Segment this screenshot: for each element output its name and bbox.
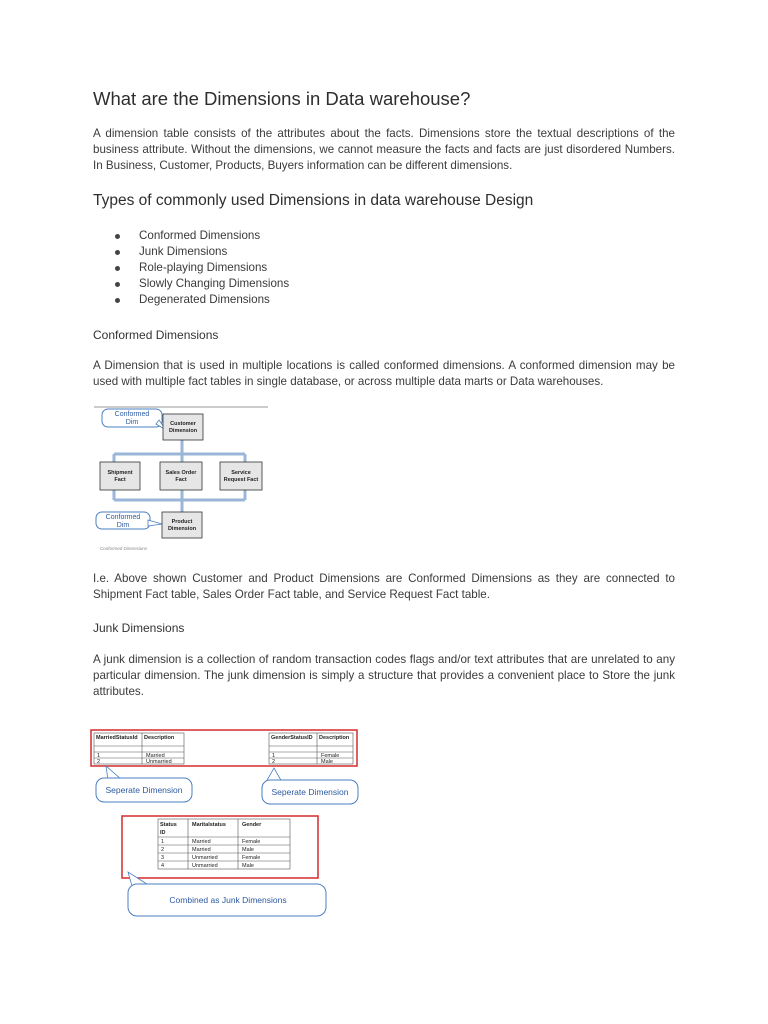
junk-heading: Junk Dimensions [93, 621, 185, 635]
svg-text:ID: ID [160, 830, 166, 836]
svg-text:2: 2 [97, 759, 101, 765]
svg-text:Dim: Dim [125, 419, 139, 426]
product-dimension-box [162, 512, 202, 538]
conformed-paragraph: A Dimension that is used in multiple locations is called conformed dimensions. A conformed dimension may be used with multiple fact tables in single database, or across multiple data marts or Data warehouses. [93, 359, 675, 388]
types-heading: Types of commonly used Dimensions in data warehouse Design [93, 192, 534, 209]
svg-text:Female: Female [242, 855, 261, 861]
svg-text:Dimension: Dimension [168, 428, 198, 434]
figure-caption: Conformed Dimensions [100, 546, 148, 551]
shipment-fact-box [100, 462, 140, 490]
svg-text:Service: Service [231, 470, 251, 476]
bullet-icon [115, 250, 120, 255]
svg-text:MarriedStatusId: MarriedStatusId [96, 735, 138, 741]
junk-paragraph: A junk dimension is a collection of random transaction codes flags and/or text attributes that are unrelated to any particular dimension. The junk dimension is simply a structure that provides a convenient place to Store the junk attributes. [93, 653, 675, 698]
list-item: Junk Dimensions [93, 244, 289, 260]
svg-text:Dim: Dim [116, 522, 130, 529]
bullet-icon [115, 282, 120, 287]
list-item: Slowly Changing Dimensions [93, 276, 289, 292]
svg-text:Fact: Fact [175, 477, 187, 483]
separate-dimension-callout-left [96, 766, 192, 802]
svg-text:Seperate Dimension: Seperate Dimension [271, 787, 349, 797]
svg-text:1: 1 [272, 753, 276, 759]
service-request-fact-box [220, 462, 262, 490]
types-list [93, 228, 289, 308]
bullet-icon [115, 298, 120, 303]
junk-dimensions-diagram [88, 726, 368, 922]
svg-text:Conformed: Conformed [114, 411, 150, 418]
svg-text:Unmarried: Unmarried [192, 855, 218, 861]
svg-text:2: 2 [161, 847, 165, 853]
svg-text:Conformed: Conformed [105, 514, 141, 521]
svg-text:Sales Order: Sales Order [165, 470, 197, 476]
svg-text:Unmarried: Unmarried [146, 759, 172, 765]
svg-text:4: 4 [161, 863, 165, 869]
svg-text:Dimension: Dimension [167, 526, 197, 532]
bullet-icon [115, 234, 120, 239]
svg-text:3: 3 [161, 855, 165, 861]
conformed-after-paragraph: I.e. Above shown Customer and Product Dimensions are Conformed Dimensions as they are connected to Shipment Fact table, Sales Order Fact table, and Service Request Fact table. [93, 572, 675, 601]
svg-text:Seperate Dimension: Seperate Dimension [105, 785, 183, 795]
list-item: Degenerated Dimensions [93, 292, 289, 308]
svg-text:Married: Married [146, 753, 165, 759]
svg-text:Married: Married [192, 847, 211, 853]
conformed-dimensions-diagram [90, 402, 272, 554]
svg-text:Married: Married [192, 839, 211, 845]
svg-text:1: 1 [97, 753, 101, 759]
svg-text:GenderStatusID: GenderStatusID [271, 735, 313, 741]
svg-text:2: 2 [272, 759, 276, 765]
list-item: Role-playing Dimensions [93, 260, 289, 276]
svg-text:Maritalstatus: Maritalstatus [192, 822, 226, 828]
conformed-callout-top [102, 409, 166, 430]
svg-text:Unmarried: Unmarried [192, 863, 218, 869]
svg-text:Female: Female [242, 839, 261, 845]
separate-dimension-callout-right [262, 768, 358, 804]
conformed-heading: Conformed Dimensions [93, 328, 219, 342]
svg-text:Fact: Fact [114, 477, 126, 483]
svg-text:Status: Status [160, 822, 177, 828]
sales-order-fact-box [160, 462, 202, 490]
svg-text:Description: Description [144, 735, 175, 741]
svg-text:Combined as Junk Dimensions: Combined as Junk Dimensions [169, 895, 287, 905]
svg-text:Male: Male [321, 759, 333, 765]
svg-text:Female: Female [321, 753, 340, 759]
svg-text:Gender: Gender [242, 822, 262, 828]
svg-text:Product: Product [171, 519, 193, 525]
svg-text:1: 1 [161, 839, 165, 845]
page-title: What are the Dimensions in Data warehouse? [93, 88, 471, 109]
bullet-icon [115, 266, 120, 271]
svg-text:Description: Description [319, 735, 350, 741]
svg-text:Request Fact: Request Fact [223, 477, 259, 483]
svg-text:Customer: Customer [170, 421, 196, 427]
customer-dimension-box [163, 414, 203, 440]
svg-text:Male: Male [242, 863, 254, 869]
conformed-callout-bottom [96, 512, 162, 529]
intro-paragraph: A dimension table consists of the attributes about the facts. Dimensions store the textual descriptions of the business attribute. Without the dimensions, we cannot measure the facts and facts are just disordered Numbers. In Business, Customer, Products, Buyers information can be different dimensions. [93, 127, 675, 172]
list-item: Conformed Dimensions [93, 228, 289, 244]
svg-text:Male: Male [242, 847, 254, 853]
svg-text:Shipment: Shipment [107, 470, 133, 476]
